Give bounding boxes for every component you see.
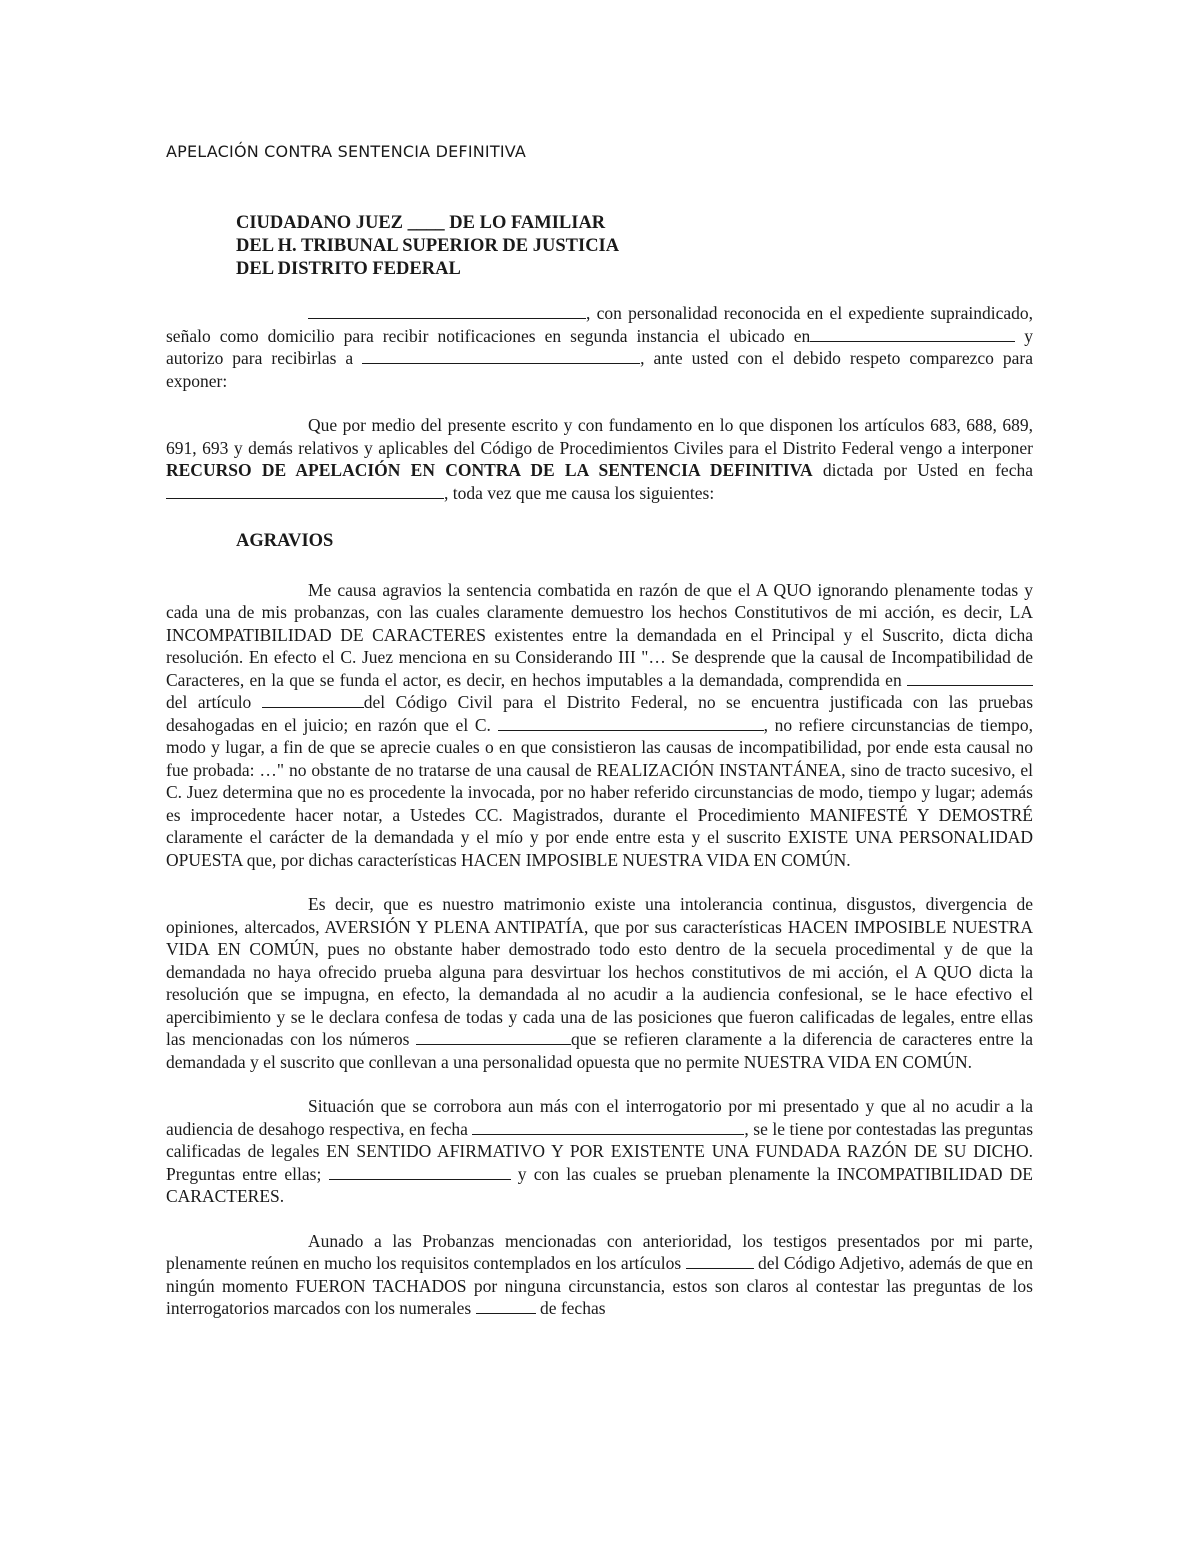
blank-juez-field: [498, 715, 764, 731]
paragraph-comparecencia: , con personalidad reconocida en el expediente supraindicado, señalo como domicilio para recibir notificaciones en segunda instancia el ubicado en y autorizo para recibirlas a , ante usted con el debido respeto comparezco para exponer:: [166, 303, 1034, 391]
blank-articulos-field: [686, 1253, 754, 1269]
addressee-line-2: DEL H. TRIBUNAL SUPERIOR DE JUSTICIA: [236, 236, 620, 256]
bold-recurso: RECURSO DE APELACIÓN EN CONTRA DE LA SENTENCIA DEFINITIVA: [166, 460, 813, 480]
addressee-line-1: CIUDADANO JUEZ ____ DE LO FAMILIAR: [236, 213, 606, 233]
paragraph-agravio-2: Es decir, que es nuestro matrimonio existe una intolerancia continua, disgustos, divergencia de opiniones, altercados, AVERSIÓN Y PLENA ANTIPATÍA, que por sus características HACEN IMPOSIBLE NUESTRA VIDA EN COMÚN, pues no obstante haber demostrado todo esto dentro de la secuela procedimental y de que la demandada no haya ofrecido prueba alguna para desvirtuar los hechos constitutivos de mi acción, el A QUO dicta la resolución que se impugna, en efecto, la demandada al no acudir a la audiencia confesional, se le hace efectivo el apercibimiento y se le declara confesa de todas y cada una de las posiciones que fueron calificadas de legales, entre ellas las mencionadas con los números que se refieren claramente a la diferencia de caracteres entre la demandada y el suscrito que conllevan a una personalidad opuesta que no permite NUESTRA VIDA EN COMÚN.: [166, 894, 1033, 1072]
paragraph-agravio-4: Aunado a las Probanzas mencionadas con anterioridad, los testigos presentados por mi parte, plenamente reúnen en mucho los requisitos contemplados en los artículos del Código Adjetivo, además de que en ningún momento FUERON TACHADOS por ninguna circunstancia, estos son claros al contestar las preguntas de los interrogatorios marcados con los numerales de fechas: [166, 1230, 1033, 1318]
heading-agravios: AGRAVIOS: [236, 531, 334, 551]
blank-address-field: [810, 326, 1015, 342]
blank-fraccion-field: [907, 670, 1033, 686]
blank-numeros-field: [416, 1029, 571, 1045]
blank-preguntas-field: [329, 1164, 511, 1180]
blank-date-field: [166, 483, 444, 499]
document-title: APELACIÓN CONTRA SENTENCIA DEFINITIVA: [166, 142, 527, 161]
document-body: [166, 302, 1033, 1320]
blank-articulo-field: [262, 692, 364, 708]
paragraph-agravio-1: Me causa agravios la sentencia combatida en razón de que el A QUO ignorando plenamente todas y cada una de mis probanzas, con las cuales claramente demuestro los hechos Constitutivos de mi acción, es decir, LA INCOMPATIBILIDAD DE CARACTERES existentes entre la demandada en el Principal y el Suscrito, dicta dicha resolución. En efecto el C. Juez menciona en su Considerando III "… Se desprende que la causal de Incompatibilidad de Caracteres, en la que se funda el actor, es decir, en hechos imputables a la demandada, comprendida en del artículo del Código Civil para el Distrito Federal, no se encuentra justificada con las pruebas desahogadas en el juicio; en razón que el C. , no refiere circunstancias de tiempo, modo y lugar, a fin de que se aprecie cuales o en que consistieron las causas de incompatibilidad, por ende esta causal no fue probada: …" no obstante de no tratarse de una causal de REALIZACIÓN INSTANTÁNEA, sino de tracto sucesivo, el C. Juez determina que no es procedente la invocada, por no haber referido circunstancias de modo, tiempo y lugar; además es improcedente hacer notar, a Ustedes CC. Magistrados, durante el Procedimiento MANIFESTÉ Y DEMOSTRÉ claramente el carácter de la demandada y el mío y por ende entre esta y el suscrito EXISTE UNA PERSONALIDAD OPUESTA que, por dichas características HACEN IMPOSIBLE NUESTRA VIDA EN COMÚN.: [166, 579, 1034, 870]
blank-numerales-field: [476, 1298, 536, 1314]
addressee-block: [236, 212, 619, 281]
blank-name-field: [308, 303, 586, 319]
blank-authorized-field: [362, 348, 640, 364]
blank-fecha-desahogo-field: [472, 1119, 744, 1135]
paragraph-agravio-3: Situación que se corrobora aun más con el interrogatorio por mi presentado y que al no acudir a la audiencia de desahogo respectiva, en fecha , se le tiene por contestadas las preguntas calificadas de legales EN SENTIDO AFIRMATIVO Y POR EXISTENTE UNA FUNDADA RAZÓN DE SU DICHO. Preguntas entre ellas; y con las cuales se prueban plenamente la INCOMPATIBILIDAD DE CARACTERES.: [166, 1096, 1034, 1206]
addressee-line-3: DEL DISTRITO FEDERAL: [236, 259, 461, 279]
paragraph-fundamento: Que por medio del presente escrito y con fundamento en lo que disponen los artículos 683, 688, 689, 691, 693 y demás relativos y aplicables del Código de Procedimientos Civiles para el Distrito Federal vengo a interponer RECURSO DE APELACIÓN EN CONTRA DE LA SENTENCIA DEFINITIVA dictada por Usted en fecha , toda vez que me causa los siguientes:: [166, 415, 1033, 503]
